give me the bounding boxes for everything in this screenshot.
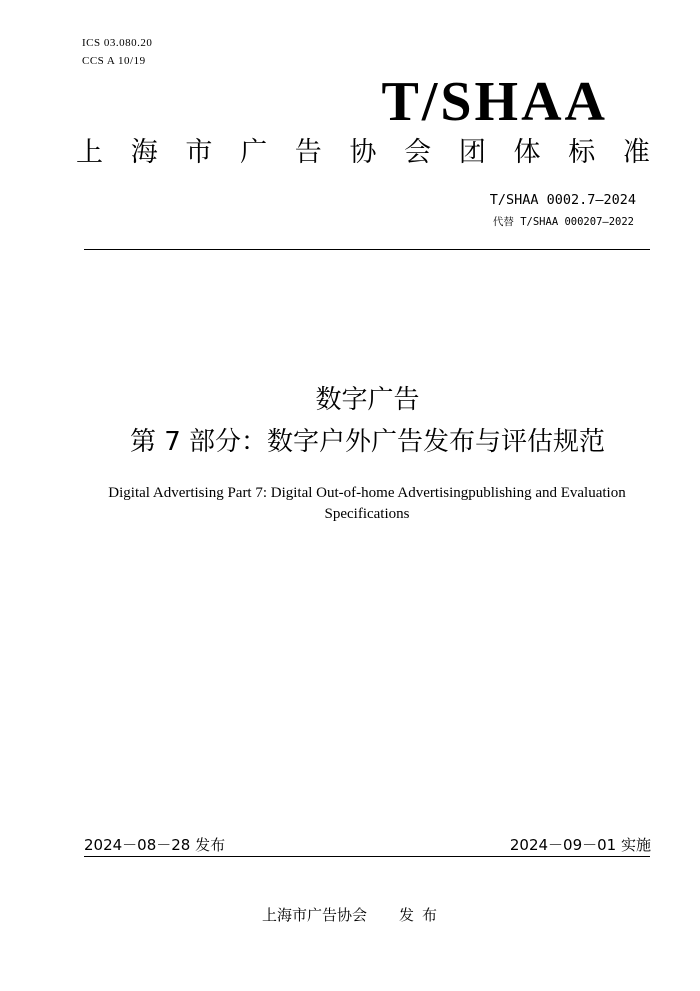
org-char: 会 xyxy=(404,137,432,168)
standard-number: T/SHAA 0002.7—2024 xyxy=(489,192,636,208)
replaces-standard: 代替 T/SHAA 000207—2022 xyxy=(492,216,634,228)
org-char: 协 xyxy=(349,137,377,168)
implementation-date: 2024－09－01 实施 xyxy=(509,836,651,854)
organization-name xyxy=(76,135,650,171)
org-char: 市 xyxy=(185,137,213,168)
org-char: 告 xyxy=(294,137,322,168)
classification-block xyxy=(82,34,152,70)
ics-code: ICS 03.080.20 xyxy=(82,37,153,49)
issuer-line xyxy=(262,905,445,925)
standard-brand: T/SHAA xyxy=(381,71,608,133)
document-title: 数字广告 xyxy=(315,385,420,415)
issuer-name: 上海市广告协会 xyxy=(262,906,368,924)
document-part-title: 第 7 部分：数字户外广告发布与评估规范 xyxy=(129,427,606,457)
org-char: 海 xyxy=(130,137,158,168)
org-char: 上 xyxy=(76,137,103,168)
org-char: 标 xyxy=(568,137,596,168)
english-title: Digital Advertising Part 7: Digital Out-of-home Advertisingpublishing and Evaluation Specifications xyxy=(108,485,626,522)
org-char: 团 xyxy=(458,137,486,168)
org-char: 广 xyxy=(240,137,268,168)
header-divider xyxy=(84,249,650,250)
issuer-action: 发布 xyxy=(399,906,446,924)
org-char: 准 xyxy=(622,137,650,168)
footer-divider xyxy=(84,856,650,857)
org-char: 体 xyxy=(513,137,541,168)
ccs-code: CCS A 10/19 xyxy=(82,55,146,67)
issue-date: 2024－08－28 发布 xyxy=(84,836,226,854)
